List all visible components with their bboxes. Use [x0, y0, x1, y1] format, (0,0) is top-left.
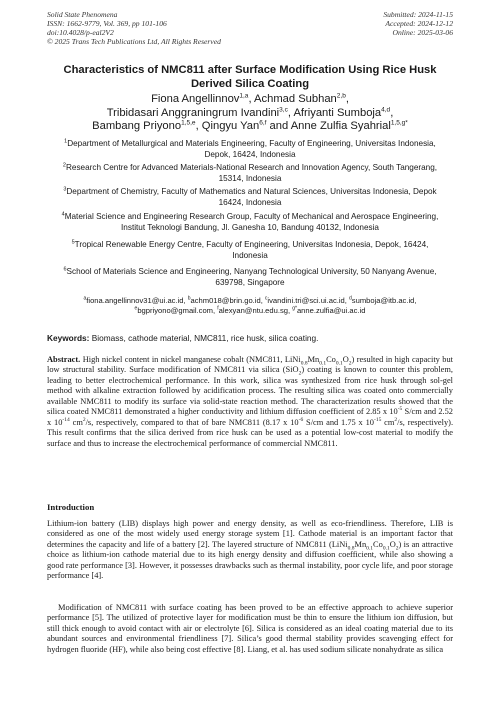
- paper-title: [60, 64, 440, 91]
- author: Anne Zulfia Syahrial$^{1,5,g*}$: [290, 119, 408, 133]
- abstract: Abstract. High nickel content in nickel manganese cobalt (NMC811, $LiNi_{0.8}Mn_{0.1}Co_{0.1}O_2$) resulted in high capacity but low structural stability. Surface modification of NMC811 via silica (SiO$_2$) coating is known to counter this problem, leading to better electrochemical performance. In this work, silica was synthesized from rice husk through sol-gel method with alkaline extraction followed by acidification process. The resulting silica was coated onto commercially available NMC811 to modify its surface via solid-state reaction method. The characterization results showed that the silica coated NMC811 demonstrated a higher conductivity and lithium diffusion coefficient of 2.85 x $10^{-5}$ S/cm and 2.52 x $10^{-14}$ $cm^2/s$, respectively, compared to that of bare NMC811 (8.17 x $10^{-6}$ S/cm and 1.75 x $10^{-15}$ $cm^2/s$, respectively). This result confirms that the silica derived from rice husk can be used as a potential low-cost material to modify the surface and thus to increase the electrochemical performance of commercial NMC811.: [47, 355, 454, 448]
- doi-link[interactable]: doi:10.4028/p-eal2V2: [47, 28, 114, 37]
- submitted-date: Submitted: 2024-11-15: [383, 10, 453, 19]
- affiliation-3: $^3$Department of Chemistry, Faculty of Mathematics and Natural Sciences, Universitas Indonesia, Depok 16424, Indonesia: [63, 186, 437, 207]
- author: Achmad Subhan$^{2,b}$: [254, 92, 346, 105]
- email-link[interactable]: anne.zulfia@ui.ac.id: [296, 306, 366, 316]
- author: Qingyu Yan$^{6,f}$: [201, 119, 267, 133]
- affiliation-1: $^1$Department of Metallurgical and Materials Engineering, Faculty of Engineering, Universitas Indonesia, Depok, 16424, Indonesia: [64, 138, 436, 159]
- title-line-1: Characteristics of NMC811 after Surface Modification Using Rice Husk: [63, 64, 437, 76]
- email-link[interactable]: bgpriyono@gmail.com: [137, 306, 213, 316]
- keywords-text: Biomass, cathode material, NMC811, rice husk, silica coating.: [91, 333, 319, 343]
- email-link[interactable]: sumboja@itb.ac.id: [351, 296, 415, 305]
- intro-paragraph-2: Modification of NMC811 with surface coating has been proved to be an effective approach to achieve superior performance [5]. The utilized of protective layer for modification must be thin to ensure the lithium ion diffusion, but still thick enough to avoid contact with air or electrolyte [6]. Silica is considered as an ideal coating material due to its abundant sources and environmental friendliness [7]. Silica’s good thermal stability provides scavenging effect for hydrogen fluoride (HF), while also being cost effective [8]. Liang, et al. has used sodium silicate nonahydrate as silica: [47, 603, 453, 654]
- online-date: Online: 2025-03-06: [392, 28, 453, 37]
- dates-header: [383, 10, 453, 37]
- abstract-label: Abstract.: [47, 355, 81, 364]
- email-link[interactable]: achm018@brin.go.id: [190, 296, 261, 305]
- email-link[interactable]: ivandini.tri@sci.ui.ac.id: [267, 296, 345, 305]
- author: Bambang Priyono$^{1,5,e}$: [92, 119, 196, 133]
- accepted-date: Accepted: 2024-12-12: [385, 19, 453, 28]
- title-line-2: Derived Silica Coating: [190, 77, 310, 90]
- affiliation-4: $^4$Material Science and Engineering Research Group, Faculty of Mechanical and Aerospace Engineering, Institut Teknologi Bandung, Jl. Ganesha 10, Bandung 40132, Indonesia: [61, 211, 439, 232]
- section-heading: Introduction: [47, 502, 95, 512]
- journal-name: Solid State Phenomena: [47, 10, 118, 19]
- affiliation-5: $^5$Tropical Renewable Energy Centre, Faculty of Engineering, Universitas Indonesia, Depok, 16424, Indonesia: [71, 239, 429, 260]
- author: Tribidasari Anggraningrum Ivandini$^{3,c}$: [106, 105, 288, 119]
- journal-header: [47, 10, 221, 46]
- email-link[interactable]: fiona.angellinnov31@ui.ac.id: [86, 296, 184, 305]
- journal-issn: ISSN: 1662-9779, Vol. 369, pp 101-106: [47, 19, 167, 28]
- author: Fiona Angellinnov$^{1,a}$: [151, 92, 249, 105]
- author-list: Fiona Angellinnov$^{1,a}$, Achmad Subhan$^{2,b}$, Tribidasari Anggraningrum Ivandini$^{3,c}$, Afriyanti Sumboja$^{4,d}$, Bambang Priyono$^{1,5,e}$, Qingyu Yan$^{6,f}$ and Anne Zulfia Syahrial$^{1,5,g*}$: [92, 92, 408, 133]
- author: Afriyanti Sumboja$^{4,d}$: [293, 105, 391, 119]
- email-list: $^a$fiona.angellinnov31@ui.ac.id, $^b$achm018@brin.go.id, $^c$ivandini.tri@sci.ui.ac.id, $^d$sumboja@itb.ac.id, $^e$bgpriyono@gmail.com, $^f$alexyan@ntu.edu.sg, $^{g*}$anne.zulfia@ui.ac.id: [83, 295, 417, 316]
- affiliation-2: $^2$Research Centre for Advanced Materials-National Research and Innovation Agency, South Tangerang, 15314, Indonesia: [62, 162, 438, 183]
- keywords-label: Keywords:: [47, 333, 90, 343]
- affiliation-6: $^6$School of Materials Science and Engineering, Nanyang Technological University, 50 Nanyang Avenue, 639798, Singapore: [63, 266, 437, 287]
- keywords: [47, 333, 453, 343]
- copyright-notice: © 2025 Trans Tech Publications Ltd, All Rights Reserved: [47, 37, 221, 46]
- intro-paragraph-1: Lithium-ion battery (LIB) displays high power and energy density, as well as eco-friendliness. Therefore, LIB is considered as one of the most widely used energy storage system [1]. Cathode material is an important factor that determines the capacity and life of a battery [2]. The layered structure of NMC811 $(LiNi_{0.8}Mn_{0.1}Co_{0.1}O_2)$ is an attractive choice as lithium-ion cathode material due to its high energy density and diffusion coefficient, while also showing a good rate performance [3]. However, it possesses drawbacks such as thermal instability, poor cycle life, and poor storage performance [4].: [47, 519, 453, 581]
- email-link[interactable]: alexyan@ntu.edu.sg: [218, 306, 288, 316]
